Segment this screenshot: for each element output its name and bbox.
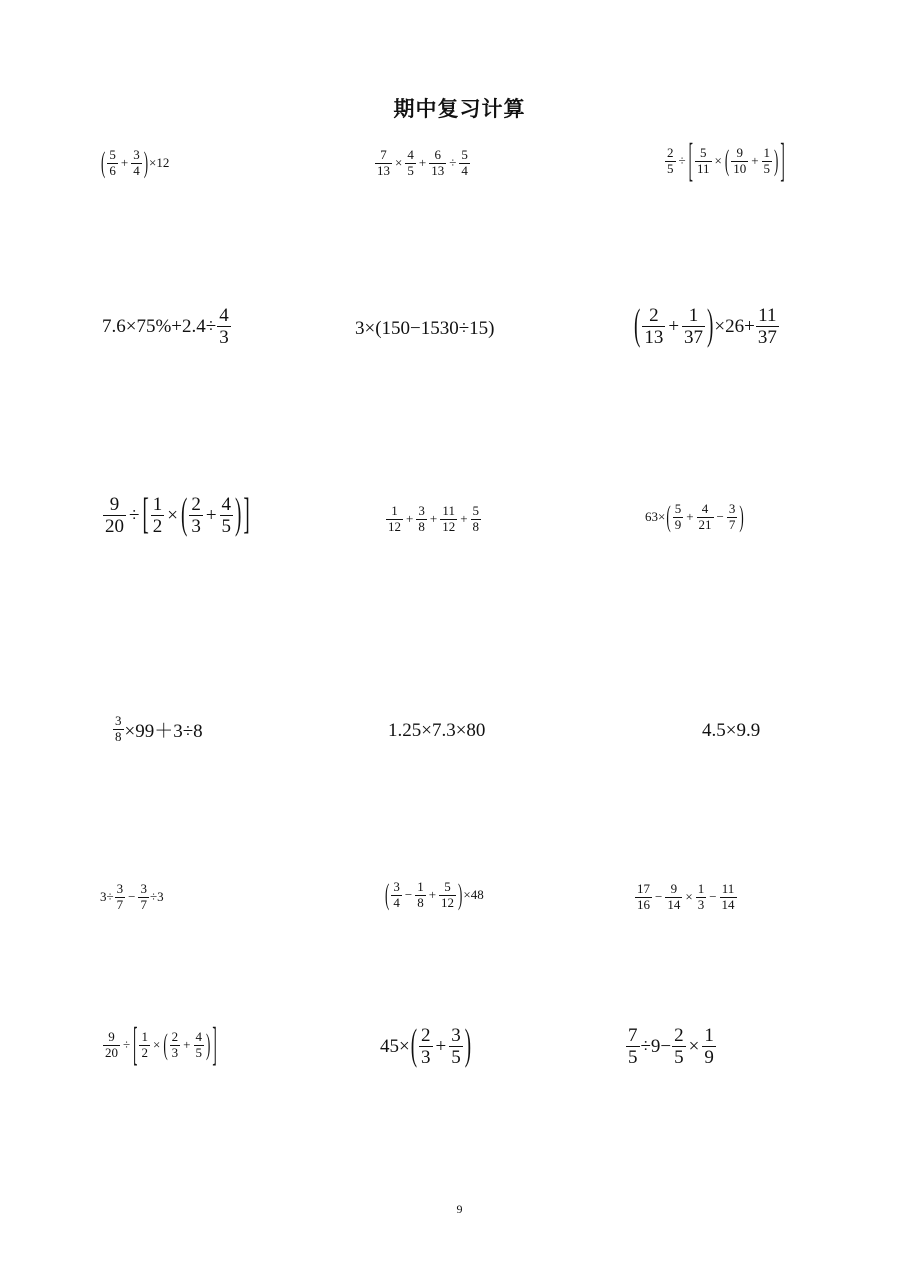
problem-14: ( $\frac{3}{4}$ − $\frac{1}{8}$ + $\frac{5}{12}$ ) ×48 (385, 876, 484, 912)
problem-11: 1.25×7.3×80 (388, 720, 486, 741)
problem-16: $\frac{9}{20}$ ÷ [ $\frac{1}{2}$ × ( $\frac{2}{3}$ + $\frac{4}{5}$ ) ] (105, 1016, 217, 1071)
problem-12: 4.5×9.9 (702, 720, 761, 741)
problem-15: $\frac{17}{16}$ − $\frac{9}{14}$ × $\frac{1}{3}$ − $\frac{11}{14}$ (637, 881, 735, 912)
page-title: 期中复习计算 (393, 97, 526, 121)
problem-4: 7.6×75%+2.4÷ $\frac{4}{3}$ (102, 305, 229, 349)
problem-13: 3÷ $\frac{3}{7}$ − $\frac{3}{7}$ ÷3 (100, 881, 164, 912)
problem-18: $\frac{7}{5}$ ÷9− $\frac{2}{5}$ × $\frac{1}{9}$ (628, 1025, 714, 1069)
fraction: $\frac{5}{6}$ (109, 147, 116, 178)
problem-7: $\frac{9}{20}$ ÷ [ $\frac{1}{2}$ × ( $\frac{2}{3}$ + $\frac{4}{5}$ ) ] (105, 490, 250, 539)
page-number: 9 (456, 1202, 463, 1216)
problem-2: $\frac{7}{13}$ × $\frac{4}{5}$ + $\frac{6}{13}$ ÷ $\frac{5}{4}$ (377, 147, 468, 178)
problem-5: 3×(150−1530÷15) (355, 318, 495, 339)
problem-8: $\frac{1}{12}$ + $\frac{3}{8}$ + $\frac{11}{12}$ + $\frac{5}{8}$ (388, 503, 480, 534)
problem-9: 63× ( $\frac{5}{9}$ + $\frac{4}{21}$ − $\frac{3}{7}$ ) (645, 498, 744, 534)
problem-1: ( $\frac{5}{6}$ + $\frac{3}{4}$ ) ×12 (101, 144, 170, 180)
problem-3: $\frac{2}{5}$ ÷ [ $\frac{5}{11}$ × ( $\frac{9}{10}$ + $\frac{1}{5}$ ) ] (667, 132, 785, 187)
problem-6: ( $\frac{2}{13}$ + $\frac{1}{37}$ ) ×26+ $\frac{11}{37}$ (634, 301, 777, 350)
problem-10: $\frac{3}{8}$ ×99＋3÷8 (115, 713, 203, 744)
fraction: $\frac{3}{4}$ (133, 147, 140, 178)
problem-17: 45× ( $\frac{2}{3}$ + $\frac{3}{5}$ ) (380, 1021, 472, 1070)
